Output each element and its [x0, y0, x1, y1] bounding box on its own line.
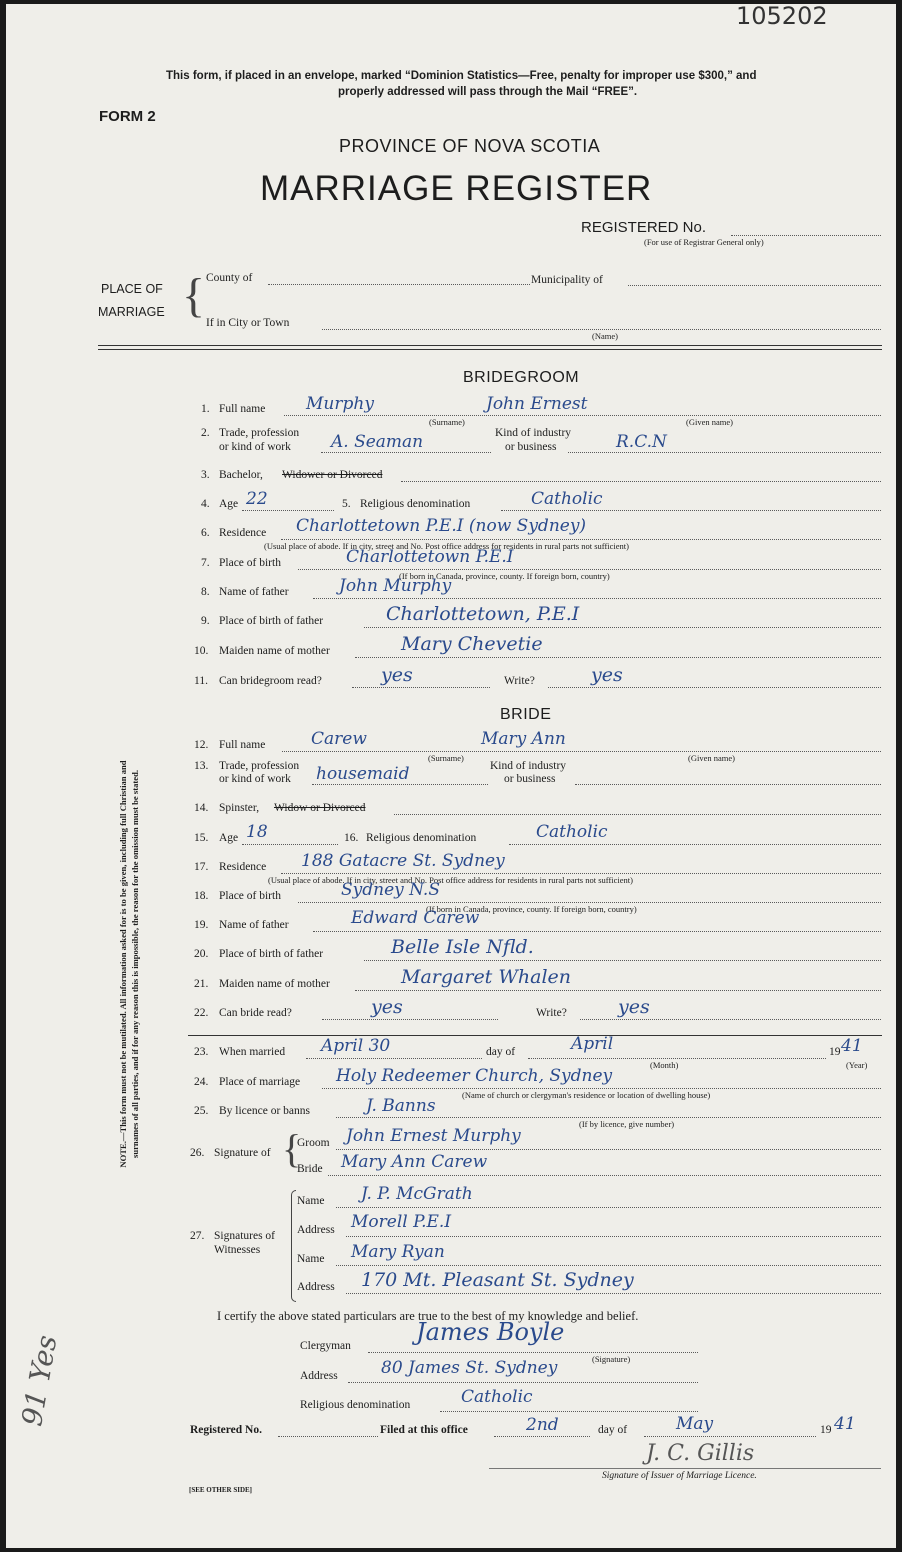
row4-label: Age — [219, 498, 239, 510]
row2-label-b: or kind of work — [219, 441, 291, 453]
groom-surname: Murphy — [306, 394, 374, 414]
clergyman-signature-caption: (Signature) — [592, 1354, 631, 1364]
bride-mother-maiden-name: Margaret Whalen — [401, 966, 572, 988]
groom-given-name: John Ernest — [486, 394, 588, 414]
groom-birthplace: Charlottetown P.E.I — [346, 547, 514, 567]
row17-number: 17. — [194, 861, 209, 873]
row24-caption: (Name of church or clergyman's residence or location of dwelling house) — [462, 1090, 711, 1100]
row20-number: 20. — [194, 948, 209, 960]
row27-label-a: Signatures of — [214, 1230, 276, 1242]
witness2-address-label: Address — [297, 1281, 335, 1293]
groom-industry: R.C.N — [616, 432, 667, 452]
row2-industry-a: Kind of industry — [495, 427, 572, 439]
bride-age: 18 — [246, 822, 268, 842]
row24-label: Place of marriage — [219, 1076, 301, 1088]
form-title: MARRIAGE REGISTER — [260, 169, 653, 208]
row14-label-a: Spinster, — [219, 802, 260, 814]
row11-number: 11. — [194, 675, 208, 687]
row2-number: 2. — [201, 427, 210, 439]
footer-registered-label: Registered No. — [190, 1424, 262, 1436]
row17-label: Residence — [219, 861, 267, 873]
groom-father-birthplace: Charlottetown, P.E.I — [386, 603, 580, 625]
row25-caption: (If by licence, give number) — [579, 1119, 675, 1129]
bride-religion: Catholic — [536, 822, 608, 842]
licence-or-banns: J. Banns — [366, 1096, 436, 1116]
row5-number: 5. — [342, 498, 351, 510]
row13-label-a: Trade, profession — [219, 760, 300, 772]
groom-mother-maiden-name: Mary Chevetie — [401, 633, 543, 655]
marriage-year: 41 — [841, 1036, 863, 1056]
filed-year-prefix: 19 — [820, 1424, 832, 1436]
row17-caption: (Usual place of abode. If in city, street and No. Post office address for residents in rural parts not sufficient) — [268, 875, 633, 885]
row6-caption: (Usual place of abode. If in city, street and No. Post office address for residents in rural parts not sufficient) — [264, 541, 629, 551]
registrar-note: (For use of Registrar General only) — [644, 237, 764, 247]
row3-label-b: Widower or Divorced — [282, 469, 383, 481]
clergyman-religion: Catholic — [461, 1387, 533, 1407]
row13-industry-a: Kind of industry — [490, 760, 567, 772]
registered-no-label: REGISTERED No. — [581, 219, 707, 236]
row9-label: Place of birth of father — [219, 615, 324, 627]
form-number: FORM 2 — [99, 108, 156, 125]
row26-number: 26. — [190, 1147, 205, 1159]
clergyman-religion-label: Religious denomination — [300, 1399, 411, 1411]
place-brace: { — [182, 269, 206, 322]
bride-surname: Carew — [311, 729, 367, 749]
filed-label: Filed at this office — [380, 1424, 468, 1436]
row22-number: 22. — [194, 1007, 209, 1019]
city-label: If in City or Town — [206, 317, 290, 329]
filed-day: 2nd — [526, 1415, 559, 1435]
row16-label: Religious denomination — [366, 832, 477, 844]
rule-top-2 — [98, 349, 882, 350]
row1-number: 1. — [201, 403, 210, 415]
municipality-label: Municipality of — [531, 274, 603, 286]
bride-birthplace: Sydney N.S — [341, 880, 440, 900]
marriage-month: April — [571, 1034, 614, 1054]
row20-label: Place of birth of father — [219, 948, 324, 960]
row18-number: 18. — [194, 890, 209, 902]
row14-label-b: Widow or Divorced — [274, 802, 366, 814]
row2-industry-b: or business — [505, 441, 557, 453]
row22-label: Can bride read? — [219, 1007, 292, 1019]
municipality-line — [628, 285, 881, 286]
see-other-side: [SEE OTHER SIDE] — [189, 1486, 253, 1494]
bride-father-birthplace: Belle Isle Nfld. — [391, 936, 534, 958]
bride-signature: Mary Ann Carew — [341, 1152, 488, 1172]
row1-given-caption: (Given name) — [686, 417, 733, 427]
county-line — [268, 284, 530, 285]
row4-number: 4. — [201, 498, 210, 510]
margin-annotation: 91 Yes — [15, 1332, 64, 1429]
filed-month: May — [676, 1414, 714, 1434]
issuer-signature: J. C. Gillis — [646, 1441, 755, 1466]
row9-number: 9. — [201, 615, 210, 627]
name-caption: (Name) — [592, 331, 618, 341]
row25-label: By licence or banns — [219, 1105, 311, 1117]
row1-surname-caption: (Surname) — [429, 417, 465, 427]
bride-signature-label: Bride — [297, 1163, 323, 1175]
issuer-caption: Signature of Issuer of Marriage Licence. — [602, 1471, 757, 1481]
row13-industry-b: or business — [504, 773, 556, 785]
row27-number: 27. — [190, 1230, 205, 1242]
witness2-name: Mary Ryan — [351, 1242, 445, 1262]
row7-label: Place of birth — [219, 557, 281, 569]
row12-given-caption: (Given name) — [688, 753, 735, 763]
place-label-1: PLACE OF — [101, 282, 163, 296]
clergyman-label: Clergyman — [300, 1340, 351, 1352]
row12-number: 12. — [194, 739, 209, 751]
row14-number: 14. — [194, 802, 209, 814]
groom-signature: John Ernest Murphy — [346, 1126, 521, 1146]
marriage-day: April 30 — [321, 1036, 391, 1056]
groom-trade: A. Seaman — [331, 432, 424, 452]
marriage-register-form: 105202 This form, if placed in an envelope, marked “Dominion Statistics—Free, penalty for improper use $300,” and properly addressed will pass through the Mail “FREE”. FORM 2 PROVINCE OF NOVA SCOTIA MARRIAGE REGISTER REGISTERED No. (For use of Registrar General only) PLACE OF MARRIAGE { County of Municipality of If in City or Town (Name) NOTE.—This form must not be mutilated. All information asked for is to be given, including full Christian and surnames of all parties, and if for any reason this is impossible, the reason for the omission must be stated. 91 Yes BRIDEGROOM 1. Full name Murphy John Ernest (Surname) (Given name) 2. Trade, profession or kind of work A. Seaman Kind of industry or business R.C.N 3. Bachelor, Widower or Divorced 4. Age 22 5. Religious denomination Catholic 6. Residence Charlottetown P.E.I (now Sydney) (Usual place of abode. If in city, street and No. Post office address for residents in rural parts not sufficient) 7. Place of birth Charlottetown P.E.I (If born in Canada, province, county. If foreign born, country) 8. Name of father John Murphy 9. Place of birth of father Charlottetown, P.E.I 10. Maiden name of mother Mary Chevetie 11. Can bridegroom read? yes Write? yes BRIDE 12. Full name Carew Mary Ann (Surname) (Given name) 13. Trade, profession or kind of work housemaid Kind of industry or business 14. Spinster, Widow or Divorced 15. Age 18 16. Religious denomination Catholic 17. Residence 188 Gatacre St. Sydney (Usual place of abode. If in city, street and No. Post office address for residents in rural parts not sufficient) 18. Place of birth Sydney N.S (If born in Canada, province, county. If foreign born, country) 19. Name of father Edward Carew 20. Place of birth of father Belle Isle Nfld. 21. Maiden name of mother Margaret Whalen 22. Can bride read? yes Write? yes 23. When married April 30 day of April (Month) 19 41 (Year) 24. Place of marriage Holy Redeemer Church, Sydney (Name of church or clergyman's residence or location of dwelling house) 25. By licence or banns J. Banns (If by licence, give number) 26. Signature of { Groom John Ernest Murphy Bride Mary Ann Carew 27. Signatures of Witnesses Name J. P. McGrath Address Morell P.E.I Name Mary Ryan Address 170 Mt. Pleasant St. Sydney I certify the above stated particulars are true to the best of my knowledge and belief. Clergyman James Boyle (Signature) Address 80 James St. Sydney Religious denomination Catholic Registered No. Filed at this office 2nd day of May 19 41 J. C. Gillis Signature of Issuer of Marriage Licence. [SEE OTHER SIDE] — [6, 4, 896, 1548]
marriage-place: Holy Redeemer Church, Sydney — [336, 1066, 613, 1086]
groom-can-write: yes — [591, 664, 623, 686]
witness-brace — [291, 1190, 296, 1302]
witness1-address-label: Address — [297, 1224, 335, 1236]
row23-day-of: day of — [486, 1046, 516, 1058]
province-heading: PROVINCE OF NOVA SCOTIA — [339, 136, 601, 156]
row26-label: Signature of — [214, 1147, 271, 1159]
row7-number: 7. — [201, 557, 210, 569]
bride-given-name: Mary Ann — [481, 729, 566, 749]
row18-caption: (If born in Canada, province, county. If foreign born, country) — [426, 904, 637, 914]
side-note-line2: surnames of all parties, and if for any reason this is impossible, the reason for the omission must be stated. — [130, 770, 140, 1159]
row23-month-caption: (Month) — [650, 1060, 679, 1070]
groom-residence: Charlottetown P.E.I (now Sydney) — [296, 516, 587, 536]
row1-label: Full name — [219, 403, 266, 415]
row15-label: Age — [219, 832, 239, 844]
row24-number: 24. — [194, 1076, 209, 1088]
row27-label-b: Witnesses — [214, 1244, 261, 1256]
row3-number: 3. — [201, 469, 210, 481]
row18-label: Place of birth — [219, 890, 281, 902]
row11-write-label: Write? — [504, 675, 535, 687]
row12-label: Full name — [219, 739, 266, 751]
serial-number: 105202 — [736, 2, 828, 30]
side-note-line1: NOTE.—This form must not be mutilated. All information asked for is to be given, including full Christian and — [118, 760, 128, 1168]
row21-label: Maiden name of mother — [219, 978, 330, 990]
row15-number: 15. — [194, 832, 209, 844]
row19-number: 19. — [194, 919, 209, 931]
row8-number: 8. — [201, 586, 210, 598]
row23-year-caption: (Year) — [846, 1060, 868, 1070]
row6-label: Residence — [219, 527, 267, 539]
groom-age: 22 — [246, 489, 268, 509]
groom-father: John Murphy — [339, 576, 452, 596]
certification-statement: I certify the above stated particulars are true to the best of my knowledge and belief. — [217, 1309, 639, 1323]
row10-number: 10. — [194, 645, 209, 657]
clergyman-signature: James Boyle — [416, 1318, 565, 1346]
row22-write-label: Write? — [536, 1007, 567, 1019]
bridegroom-heading: BRIDEGROOM — [463, 369, 580, 386]
county-label: County of — [206, 272, 253, 284]
row10-label: Maiden name of mother — [219, 645, 330, 657]
row2-label-a: Trade, profession — [219, 427, 300, 439]
row19-label: Name of father — [219, 919, 289, 931]
bride-can-read: yes — [371, 996, 403, 1018]
row13-number: 13. — [194, 760, 209, 772]
row23-number: 23. — [194, 1046, 209, 1058]
bride-father: Edward Carew — [351, 908, 480, 928]
witness1-name-label: Name — [297, 1195, 325, 1207]
groom-can-read: yes — [381, 664, 413, 686]
bride-trade: housemaid — [316, 764, 410, 784]
place-label-2: MARRIAGE — [98, 305, 165, 319]
mail-notice-line2: properly addressed will pass through the Mail “FREE”. — [338, 86, 638, 98]
mail-notice-line1: This form, if placed in an envelope, marked “Dominion Statistics—Free, penalty for improper use $300,” and — [166, 70, 757, 82]
witness2-name-label: Name — [297, 1253, 325, 1265]
row6-number: 6. — [201, 527, 210, 539]
clergyman-address-label: Address — [300, 1370, 338, 1382]
row7-caption: (If born in Canada, province, county. If foreign born, country) — [399, 571, 610, 581]
filed-year: 41 — [834, 1414, 856, 1434]
row3-label-a: Bachelor, — [219, 469, 263, 481]
row23-label: When married — [219, 1046, 286, 1058]
row13-label-b: or kind of work — [219, 773, 291, 785]
witness1-address: Morell P.E.I — [351, 1212, 452, 1232]
rule-top-1 — [98, 345, 882, 346]
row5-label: Religious denomination — [360, 498, 471, 510]
filed-day-of: day of — [598, 1424, 628, 1436]
city-line — [322, 329, 881, 330]
witness1-name: J. P. McGrath — [361, 1184, 473, 1204]
bride-residence: 188 Gatacre St. Sydney — [301, 851, 505, 871]
witness2-address: 170 Mt. Pleasant St. Sydney — [361, 1269, 634, 1291]
row16-number: 16. — [344, 832, 359, 844]
clergyman-address: 80 James St. Sydney — [381, 1358, 558, 1378]
row12-surname-caption: (Surname) — [428, 753, 464, 763]
row23-year-prefix: 19 — [829, 1046, 841, 1058]
row25-number: 25. — [194, 1105, 209, 1117]
groom-signature-label: Groom — [297, 1137, 330, 1149]
groom-religion: Catholic — [531, 489, 603, 509]
registered-no-line — [731, 235, 881, 236]
row8-label: Name of father — [219, 586, 289, 598]
bride-heading: BRIDE — [500, 706, 552, 723]
bride-can-write: yes — [618, 996, 650, 1018]
row11-label: Can bridegroom read? — [219, 675, 322, 687]
row21-number: 21. — [194, 978, 209, 990]
